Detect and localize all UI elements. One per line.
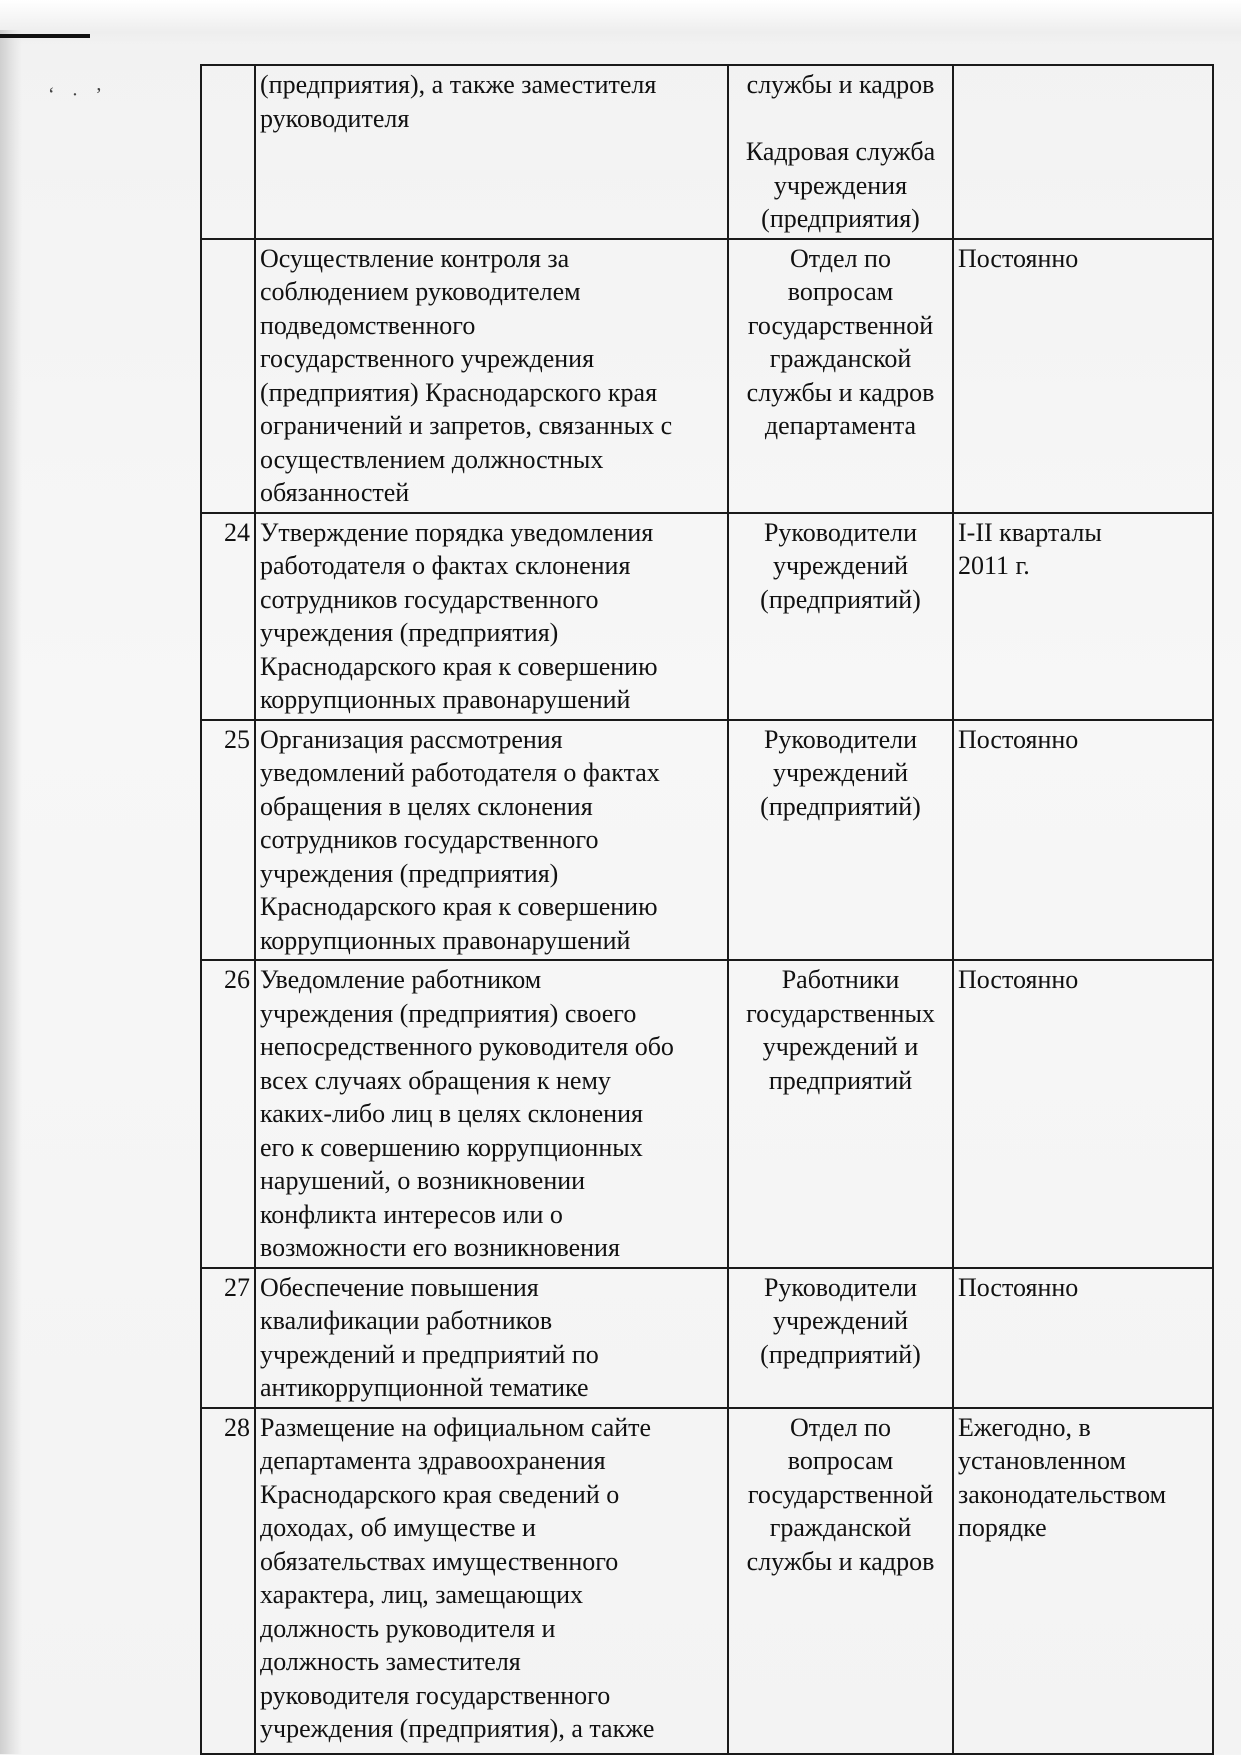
scan-top-line xyxy=(0,34,90,38)
responsible-cell-line: учреждений xyxy=(772,1306,909,1335)
responsible-cell-line: гражданской xyxy=(769,344,912,373)
table-row xyxy=(201,960,1213,1268)
action-cell-line: Краснодарского края к совершению xyxy=(260,651,658,681)
action-cell-line: учреждения (предприятия) xyxy=(260,858,559,888)
table-row xyxy=(201,720,1213,961)
responsible-cell-line: учреждения xyxy=(773,170,908,200)
responsible-cell-line: Отдел по xyxy=(790,1412,891,1442)
action-cell-line: Уведомление работником xyxy=(260,965,542,994)
responsible-cell-line: Руководители xyxy=(763,1272,918,1302)
term-cell-line: Постоянно xyxy=(958,1272,1079,1302)
term-cell-line: 2011 г. xyxy=(958,551,1030,580)
responsible-cell-line: (предприятия) xyxy=(761,204,920,233)
action-cell-line: обязанностей xyxy=(260,478,410,507)
term-cell xyxy=(953,239,1213,513)
responsible-cell-line xyxy=(733,102,948,136)
action-cell xyxy=(255,960,728,1268)
action-cell-line: Осуществление контроля за xyxy=(260,243,570,273)
responsible-cell-line: вопросам xyxy=(787,1446,894,1475)
responsible-cell-line: (предприятий) xyxy=(760,584,921,614)
row-number: 25 xyxy=(201,720,255,961)
term-cell xyxy=(953,513,1213,720)
row-number xyxy=(201,65,255,239)
row-number: 27 xyxy=(201,1268,255,1408)
action-cell-line: учреждения (предприятия), а также xyxy=(260,1714,655,1743)
action-cell-line: государственного учреждения xyxy=(260,344,595,373)
responsible-cell xyxy=(728,1408,953,1754)
table-row xyxy=(201,1268,1213,1408)
scan-edge-shadow xyxy=(0,30,22,1754)
responsible-cell-line: предприятий xyxy=(768,1065,913,1095)
action-cell-line: сотрудников государственного xyxy=(260,825,599,854)
action-cell-line: коррупционных правонарушений xyxy=(260,685,631,714)
action-cell-line: Размещение на официальном сайте xyxy=(260,1412,652,1442)
action-cell-line: характера, лиц, замещающих xyxy=(260,1580,583,1609)
action-cell xyxy=(255,720,728,961)
responsible-cell-line: гражданской xyxy=(769,1513,912,1542)
responsible-cell-line: Руководители xyxy=(763,517,918,547)
action-cell-line: непосредственного руководителя обо xyxy=(260,1032,674,1061)
action-cell-line: конфликта интересов или о xyxy=(260,1199,563,1229)
responsible-cell xyxy=(728,65,953,239)
action-cell-line: осуществлением должностных xyxy=(260,444,604,474)
action-cell-line: Обеспечение повышения xyxy=(260,1272,539,1302)
term-cell-line: Постоянно xyxy=(958,724,1079,754)
responsible-cell-line: Отдел по xyxy=(790,243,891,273)
term-cell-line: Постоянно xyxy=(958,965,1079,994)
action-cell-line: учреждения (предприятия) xyxy=(260,618,559,647)
action-cell-line: руководителя государственного xyxy=(260,1680,611,1710)
action-cell-line: нарушений, о возникновении xyxy=(260,1166,586,1195)
term-cell-line: законодательством xyxy=(958,1479,1167,1509)
action-cell-line: каких-либо лиц в целях склонения xyxy=(260,1099,643,1128)
action-cell-line: коррупционных правонарушений xyxy=(260,925,631,955)
row-number: 26 xyxy=(201,960,255,1268)
action-cell-line: учреждения (предприятия) своего xyxy=(260,998,637,1028)
action-cell xyxy=(255,65,728,239)
action-cell-line: должность руководителя и xyxy=(260,1613,556,1643)
action-cell-line: Организация рассмотрения xyxy=(260,724,563,754)
action-cell-line: обращения в целях склонения xyxy=(260,791,593,821)
measures-table-body xyxy=(201,65,1213,1754)
responsible-cell-line: службы и кадров xyxy=(746,1546,935,1576)
responsible-cell-line: службы и кадров xyxy=(746,70,935,99)
action-cell-line: работодателя о фактах склонения xyxy=(260,551,631,580)
action-cell-line: возможности его возникновения xyxy=(260,1233,620,1262)
responsible-cell xyxy=(728,513,953,720)
responsible-cell xyxy=(728,960,953,1268)
action-cell-line: уведомлений работодателя о фактах xyxy=(260,758,660,787)
responsible-cell-line: учреждений xyxy=(772,551,909,580)
action-cell-line: подведомственного xyxy=(260,310,476,340)
row-number xyxy=(201,239,255,513)
responsible-cell xyxy=(728,239,953,513)
action-cell xyxy=(255,1268,728,1408)
action-cell-line: всех случаях обращения к нему xyxy=(260,1065,611,1095)
responsible-cell-line: учреждений xyxy=(772,758,909,787)
table-row xyxy=(201,239,1213,513)
responsible-cell-line: государственной xyxy=(747,1479,934,1509)
action-cell-line: должность заместителя xyxy=(260,1647,521,1676)
responsible-cell-line: (предприятий) xyxy=(760,791,921,821)
action-cell-line: департамента здравоохранения xyxy=(260,1446,606,1475)
action-cell-line: учреждений и предприятий по xyxy=(260,1339,599,1369)
responsible-cell-line: Работники xyxy=(781,965,900,994)
scan-top-shadow xyxy=(0,0,1241,46)
responsible-cell xyxy=(728,720,953,961)
action-cell-line: соблюдением руководителем xyxy=(260,277,581,306)
table-row xyxy=(201,65,1213,239)
term-cell-line: I-II кварталы xyxy=(958,517,1102,547)
term-cell-line: установленном xyxy=(958,1446,1126,1475)
term-cell xyxy=(953,1268,1213,1408)
responsible-cell-line: службы и кадров xyxy=(746,377,935,407)
responsible-cell-line: Руководители xyxy=(763,724,918,754)
table-row xyxy=(201,513,1213,720)
responsible-cell-line: вопросам xyxy=(787,277,894,306)
responsible-cell-line: Кадровая служба xyxy=(745,137,936,166)
action-cell-line: руководителя xyxy=(260,103,410,133)
term-cell xyxy=(953,960,1213,1268)
responsible-cell-line: учреждений и xyxy=(762,1032,919,1061)
term-cell xyxy=(953,720,1213,961)
responsible-cell-line: государственной xyxy=(747,310,934,340)
action-cell-line: Утверждение порядка уведомления xyxy=(260,517,654,547)
term-cell-line: порядке xyxy=(958,1513,1047,1542)
action-cell-line: квалификации работников xyxy=(260,1306,553,1335)
action-cell-line: антикоррупционной тематике xyxy=(260,1373,589,1402)
row-number: 28 xyxy=(201,1408,255,1754)
responsible-cell-line: государственных xyxy=(746,998,935,1028)
action-cell-line: (предприятия) Краснодарского края xyxy=(260,377,658,407)
action-cell-line: его к совершению коррупционных xyxy=(260,1132,643,1162)
term-cell-line: Постоянно xyxy=(958,243,1079,273)
action-cell-line: (предприятия), а также заместителя xyxy=(260,70,657,99)
responsible-cell xyxy=(728,1268,953,1408)
row-number: 24 xyxy=(201,513,255,720)
action-cell xyxy=(255,1408,728,1754)
action-cell-line: ограничений и запретов, связанных с xyxy=(260,411,673,440)
responsible-cell-line: (предприятий) xyxy=(760,1339,921,1369)
action-cell xyxy=(255,239,728,513)
term-cell xyxy=(953,65,1213,239)
action-cell-line: Краснодарского края сведений о xyxy=(260,1479,620,1509)
measures-table xyxy=(200,64,1214,1755)
responsible-cell-line: департамента xyxy=(764,411,917,440)
action-cell xyxy=(255,513,728,720)
action-cell-line: Краснодарского края к совершению xyxy=(260,892,658,921)
scan-specks: ‘ · ’ xyxy=(48,84,108,106)
action-cell-line: доходах, об имуществе и xyxy=(260,1513,536,1542)
term-cell xyxy=(953,1408,1213,1754)
term-cell-line: Ежегодно, в xyxy=(958,1412,1091,1442)
action-cell-line: сотрудников государственного xyxy=(260,584,599,614)
table-row xyxy=(201,1408,1213,1754)
action-cell-line: обязательствах имущественного xyxy=(260,1546,619,1576)
